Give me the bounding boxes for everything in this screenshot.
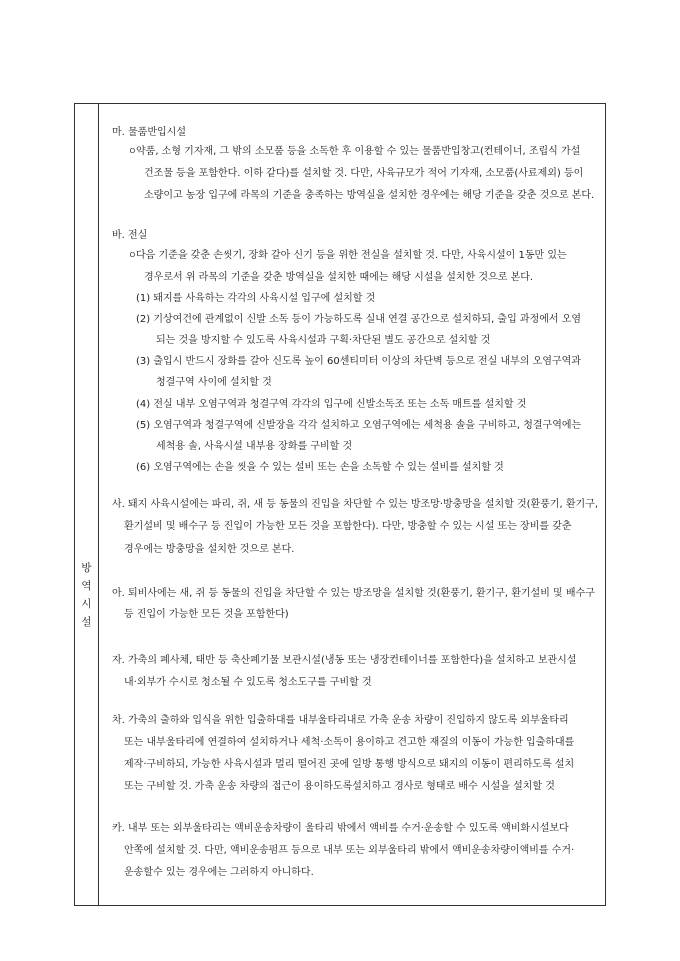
regulation-table	[74, 103, 606, 906]
list-item-continued: 청결구역 사이에 설치할 것	[156, 377, 272, 388]
paragraph-line: 건조물 등을 포함한다. 이하 같다)를 설치할 것. 다만, 사육규모가 적어 기자재, 소모품(사료제외) 등이	[144, 168, 584, 179]
bullet-marker: ㅇ	[128, 147, 137, 157]
paragraph-line: 제작·구비하되, 가능한 사육시설과 멀리 떨어진 곳에 일방 통행 방식으로 돼지의 이동이 편리하도록 설치	[124, 759, 575, 770]
paragraph-line: 환기설비 및 배수구 등 진입이 가능한 모든 것을 포함한다). 다만, 방충할 수 있는 시설 또는 장비를 갖춘	[124, 521, 572, 532]
paragraph-line: 등 진입이 가능한 모든 것을 포함한다)	[124, 609, 289, 620]
paragraph-line: 또는 구비할 것. 가축 운송 차량의 접근이 용이하도록설치하고 경사로 형태로 배수 시설을 설치할 것	[124, 781, 555, 792]
section-ka: 카. 내부 또는 외부울타리는 액비운송차량이 울타리 밖에서 액비를 수거·운송할 수 있도록 액비화시설보다	[112, 823, 569, 834]
category-label	[75, 559, 98, 631]
paragraph-line: 소량이고 농장 입구에 라목의 기준을 충족하는 방역실을 설치한 경우에는 해당 기준을 갖춘 것으로 본다.	[144, 190, 595, 201]
paragraph-line: 경우에는 방충망을 설치한 것으로 본다.	[124, 544, 295, 555]
list-item: (1) 돼지를 사육하는 각각의 사육시설 입구에 설치할 것	[136, 293, 376, 304]
section-a: 아. 퇴비사에는 새, 쥐 등 동물의 진입을 차단할 수 있는 방조망을 설치할 것(환풍기, 환기구, 환기설비 및 배수구	[112, 588, 595, 599]
paragraph-line: 내·외부가 수시로 청소될 수 있도록 청소도구를 구비할 것	[124, 677, 372, 688]
category-char: 방	[81, 562, 92, 574]
list-item: (6) 오염구역에는 손을 씻을 수 있는 설비 또는 손을 소독할 수 있는 설비를 설치할 것	[136, 462, 504, 473]
list-item: (4) 전실 내부 오염구역과 청결구역 각각의 입구에 신발소독조 또는 소독 매트를 설치할 것	[136, 399, 527, 410]
list-item: (2) 기상여건에 관계없이 신발 소독 등이 가능하도록 실내 연결 공간으로 설치하되, 출입 과정에서 오염	[136, 314, 582, 325]
list-item: (5) 오염구역과 청결구역에 신발장을 각각 설치하고 오염구역에는 세척용 솔을 구비하고, 청결구역에는	[136, 420, 582, 431]
paragraph-line: 안쪽에 설치할 것. 다만, 액비운송펌프 등으로 내부 또는 외부울타리 밖에서 액비운송차량이액비를 수거·	[124, 845, 575, 856]
category-char: 시	[81, 598, 92, 610]
list-item-continued: 세척용 솔, 사육시설 내부용 장화를 구비할 것	[156, 441, 353, 452]
category-char: 역	[81, 580, 92, 592]
section-sa: 사. 돼지 사육시설에는 파리, 쥐, 새 등 동물의 진입을 차단할 수 있는 방조망·방충망을 설치할 것(환풍기, 환기구,	[112, 499, 599, 510]
paragraph-line: 운송할수 있는 경우에는 그러하지 아니하다.	[124, 867, 314, 878]
content-cell	[99, 104, 605, 905]
paragraph-line: 또는 내부울타리에 연결하여 설치하거나 세척·소독이 용이하고 견고한 재질의 이동이 가능한 입출하대를	[124, 737, 575, 748]
section-heading-ba: 바. 전실	[112, 230, 148, 241]
paragraph-line: 다음 기준을 갖춘 손씻기, 장화 갈아 신기 등을 위한 전실을 설치할 것. 다만, 사육시설이 1동만 있는	[136, 250, 567, 261]
paragraph-line: 약품, 소형 기자재, 그 밖의 소모품 등을 소독한 후 이용할 수 있는 물품반입창고(컨테이너, 조립식 가설	[136, 146, 581, 157]
section-ja: 자. 가축의 폐사체, 태반 등 축산폐기물 보관시설(냉동 또는 냉장컨테이너를 포함한다)을 설치하고 보관시설	[112, 655, 577, 666]
bullet-marker: ㅇ	[128, 251, 137, 261]
list-item-continued: 되는 것을 방지할 수 있도록 사육시설과 구획·차단된 별도 공간으로 설치할 것	[156, 335, 491, 346]
section-heading-ma: 마. 물품반입시설	[112, 127, 186, 138]
paragraph-line: 경우로서 위 라목의 기준을 갖춘 방역실을 설치한 때에는 해당 시설을 설치한 것으로 본다.	[144, 272, 534, 283]
category-cell	[75, 104, 99, 905]
section-cha: 차. 가축의 출하와 입식을 위한 입출하대를 내부울타리내로 가축 운송 차량이 진입하지 않도록 외부울타리	[112, 715, 569, 726]
list-item: (3) 출입시 반드시 장화를 갈아 신도록 높이 60센티미터 이상의 차단벽 등으로 전실 내부의 오염구역과	[136, 356, 581, 367]
category-char: 설	[81, 616, 92, 628]
